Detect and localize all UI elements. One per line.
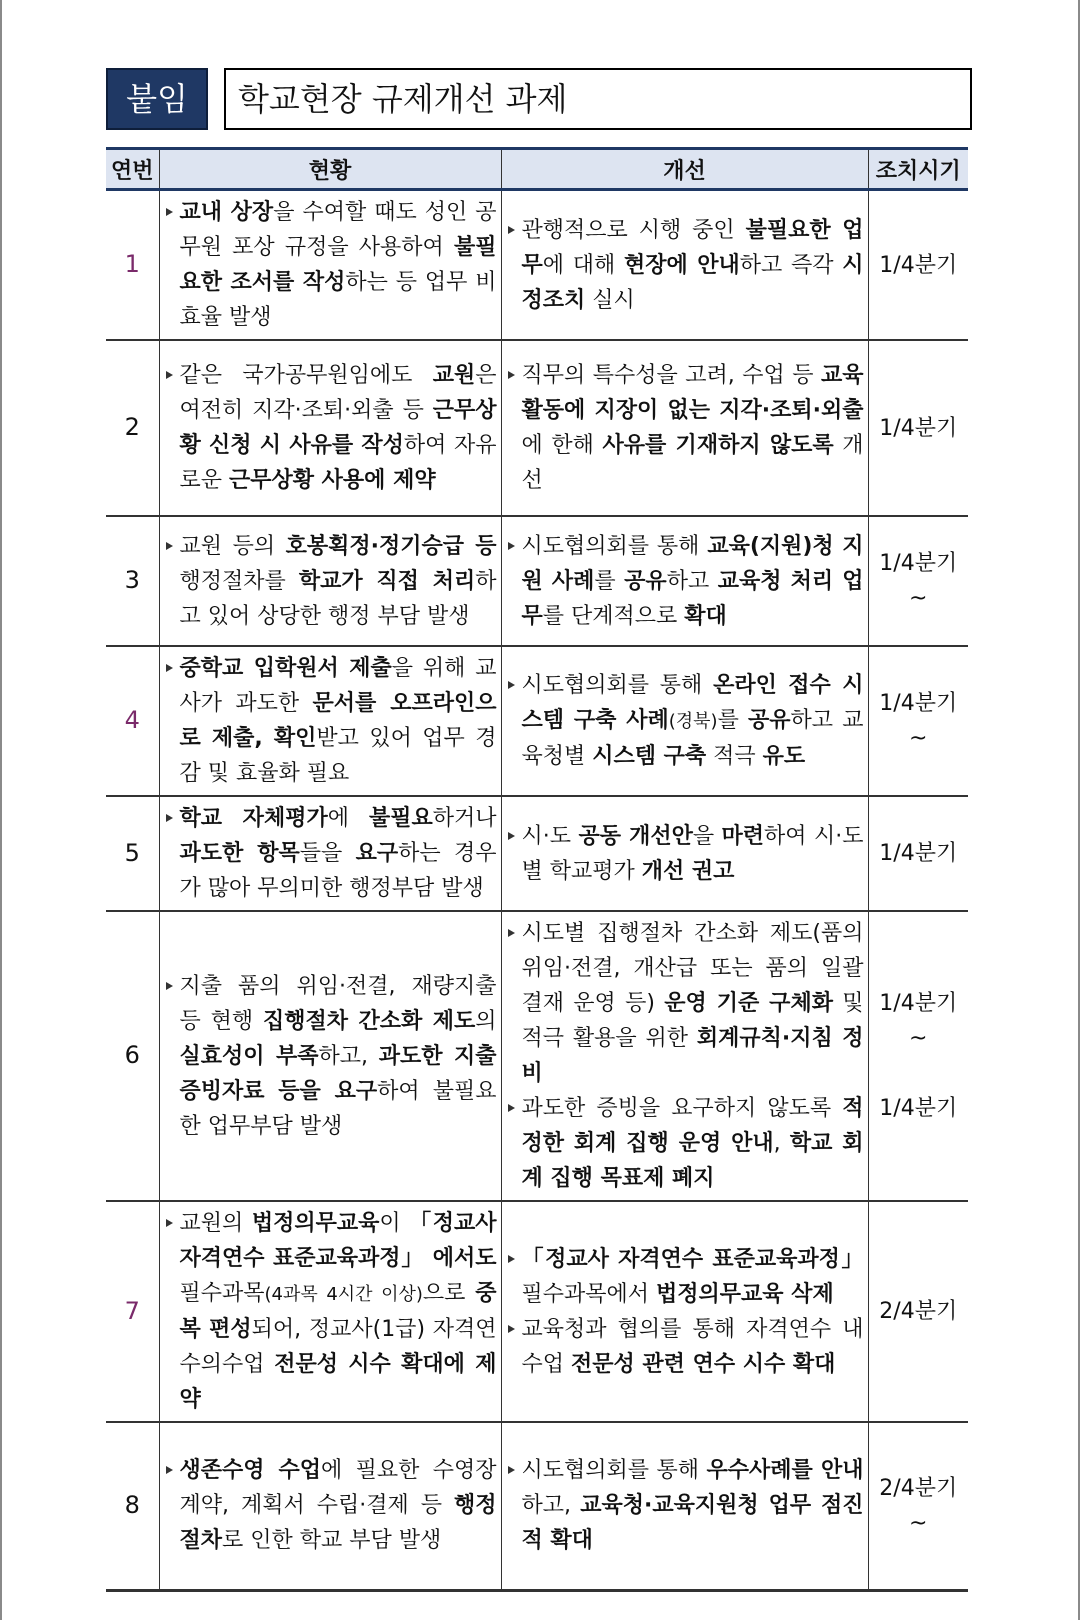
timing-cell: [868, 796, 968, 911]
status-cell: [159, 911, 501, 1201]
status-bullet: 중학교 입학원서 제출을 위해 교사가 과도한 문서를 오프라인으로 제출, 확인받고 있어 업무 경감 및 효율화 필요: [166, 651, 497, 791]
row-number: 7: [124, 1296, 140, 1325]
row-number: 1: [124, 250, 140, 278]
timing-text: 1/4분기: [879, 691, 958, 716]
emphasis-text: 학교 자체평가: [179, 806, 328, 831]
emphasis-text: 과도한 항목: [179, 841, 300, 866]
emphasis-text: 회계규칙·지침 정비: [521, 1026, 864, 1086]
page-title: 학교현장 규제개선 과제: [224, 68, 972, 130]
improvement-cell: [501, 1201, 868, 1422]
emphasis-text: 행정절차: [179, 1493, 497, 1554]
emphasis-text: 전문성 관련 연수 시수 확대: [571, 1351, 836, 1377]
emphasis-text: 시정조치: [521, 252, 864, 313]
emphasis-text: 문서를 오프라인으로 제출, 확인: [179, 691, 497, 751]
table-row: [106, 911, 968, 1201]
improvement-cell: [501, 516, 868, 646]
timing-cell: [868, 516, 968, 646]
status-cell: [159, 1422, 501, 1590]
improvement-bullet: 시도별 집행절차 간소화 제도(품의 위임·전결, 개산급 또는 품의 일괄 결재 운영 등) 운영 기준 구체화 및 적극 활용을 위한 회계규칙·지침 정비: [508, 916, 864, 1091]
improvement-bullet: 교육청과 협의를 통해 자격연수 내 수업 전문성 관련 연수 시수 확대: [508, 1312, 864, 1382]
emphasis-text: 적정한 회계 집행 운영 안내: [521, 1096, 864, 1156]
status-bullet: 생존수영 수업에 필요한 수영장 계약, 계획서 수립·결제 등 행정절차로 인한 학교 부담 발생: [166, 1453, 497, 1558]
improvement-bullet: 시도협의회를 통해 교육(지원)청 지원 사례를 공유하고 교육청 처리 업무를 단계적으로 확대: [508, 529, 864, 634]
timing-cell: [868, 911, 968, 1201]
table-row: [106, 1422, 968, 1590]
timing-text: 2/4분기: [879, 1475, 958, 1501]
emphasis-text: 교원: [432, 363, 476, 388]
timing-text: 1/4분기: [879, 841, 958, 866]
emphasis-text: 온라인 접수 시스템 구축 사례: [521, 673, 864, 733]
header-status: 현황: [159, 149, 501, 190]
emphasis-text: 요구: [355, 841, 399, 866]
emphasis-text: 마련: [721, 823, 765, 849]
timing-cell: [868, 340, 968, 516]
improvement-cell: [501, 190, 868, 341]
emphasis-text: 「정교사 자격연수 표준교육과정」 에서도: [179, 1211, 497, 1271]
emphasis-text: 근무상황 사용에 제약: [229, 468, 436, 493]
timing-text: 1/4분기: [879, 991, 958, 1016]
timing-text: ~: [909, 1026, 928, 1051]
improvement-bullet: 시도협의회를 통해 우수사례를 안내하고, 교육청·교육지원청 업무 점진적 확대: [508, 1453, 864, 1558]
emphasis-text: 교육청·교육지원청 업무 점진적 확대: [521, 1493, 864, 1554]
left-frame-line: [0, 0, 2, 1620]
table-row: [106, 646, 968, 796]
small-note: (경북): [668, 711, 718, 732]
emphasis-text: 공동 개선안: [578, 823, 693, 849]
improvement-bullet: 관행적으로 시행 중인 불필요한 업무에 대해 현장에 안내하고 즉각 시정조치 실시: [508, 213, 864, 318]
emphasis-text: 현장에 안내: [624, 252, 740, 278]
row-number: 8: [124, 1490, 140, 1519]
improvement-bullet: 「정교사 자격연수 표준교육과정」 필수과목에서 법정의무교육 삭제: [508, 1242, 864, 1312]
emphasis-text: 과도한 지출 증빙자료 등을 요구: [179, 1043, 497, 1104]
emphasis-text: 교육청 처리 업무: [521, 568, 864, 629]
emphasis-text: 불필요한 조서를 작성: [179, 235, 497, 295]
emphasis-text: 교육(지원)청 지원 사례: [521, 533, 864, 594]
table-row: [106, 190, 968, 341]
timing-cell: [868, 190, 968, 341]
row-number: 4: [124, 706, 140, 734]
improvement-cell: [501, 1422, 868, 1590]
header-number: 연번: [106, 149, 159, 190]
row-number-cell: [106, 190, 159, 341]
regulation-table: [106, 147, 968, 1592]
emphasis-text: 시스템 구축: [592, 744, 707, 769]
timing-text: 2/4분기: [879, 1299, 958, 1324]
emphasis-text: 개선 권고: [641, 858, 735, 884]
improvement-bullet: 시·도 공동 개선안을 마련하여 시·도별 학교평가 개선 권고: [508, 819, 864, 889]
status-cell: [159, 516, 501, 646]
emphasis-text: 생존수영 수업: [179, 1458, 322, 1484]
emphasis-text: 집행절차 간소화 제도: [262, 1008, 476, 1034]
status-cell: [159, 340, 501, 516]
status-cell: [159, 1201, 501, 1422]
header-improvement: 개선: [501, 149, 868, 190]
row-number: 6: [124, 1041, 140, 1069]
header-timing: 조치시기: [868, 149, 968, 190]
emphasis-text: 유도: [762, 744, 806, 769]
emphasis-text: 불필요: [368, 806, 433, 831]
emphasis-text: 교육활동에 지장이 없는 지각·조퇴·외출: [521, 363, 864, 423]
emphasis-text: 확대: [684, 603, 727, 629]
row-number: 5: [124, 838, 140, 867]
emphasis-text: 중학교 입학원서 제출: [179, 656, 392, 681]
emphasis-text: 불필요한 업무: [521, 217, 864, 278]
emphasis-text: 학교가 직접 처리: [298, 568, 476, 594]
table-header-row: [106, 149, 968, 190]
timing-text: 1/4분기: [879, 1096, 958, 1121]
small-note: (4과목 4시간 이상): [264, 1284, 423, 1305]
row-number: 2: [124, 413, 140, 441]
status-bullet: 지출 품의 위임·전결, 재량지출 등 현행 집행절차 간소화 제도의 실효성이 부족하고, 과도한 지출 증빙자료 등을 요구하여 불필요한 업무부담 발생: [166, 969, 497, 1144]
improvement-cell: [501, 646, 868, 796]
row-number-cell: [106, 911, 159, 1201]
timing-cell: [868, 1422, 968, 1590]
improvement-cell: [501, 340, 868, 516]
row-number-cell: [106, 340, 159, 516]
status-cell: [159, 796, 501, 911]
timing-cell: [868, 646, 968, 796]
timing-text: 1/4분기: [879, 551, 958, 576]
table-row: [106, 340, 968, 516]
emphasis-text: 운영 기준 구체화: [664, 991, 833, 1016]
row-number-cell: [106, 516, 159, 646]
table-row: [106, 1201, 968, 1422]
emphasis-text: 교내 상장: [179, 200, 274, 225]
timing-text: ~: [909, 1510, 928, 1536]
status-bullet: 교내 상장을 수여할 때도 성인 공무원 포상 규정을 사용하여 불필요한 조서를 작성하는 등 업무 비효율 발생: [166, 195, 497, 335]
emphasis-text: 근무상황 신청 시 사유를 작성: [179, 398, 497, 458]
row-number-cell: [106, 1422, 159, 1590]
row-number-cell: [106, 796, 159, 911]
timing-text: [869, 1056, 969, 1091]
timing-text: 1/4분기: [879, 415, 958, 441]
timing-text: ~: [909, 726, 928, 751]
status-bullet: 교원의 법정의무교육이 「정교사 자격연수 표준교육과정」 에서도 필수과목(4과목 4시간 이상)으로 중복 편성되어, 정교사(1급) 자격연수의수업 전문성 시수 확대에 제약: [166, 1206, 497, 1417]
status-bullet: 학교 자체평가에 불필요하거나 과도한 항목들을 요구하는 경우가 많아 무의미한 행정부담 발생: [166, 801, 497, 906]
improvement-cell: [501, 911, 868, 1201]
row-number-cell: [106, 646, 159, 796]
emphasis-text: 중복 편성: [179, 1281, 497, 1342]
improvement-bullet: 시도협의회를 통해 온라인 접수 시스템 구축 사례(경북)를 공유하고 교육청별 시스템 구축 적극 유도: [508, 668, 864, 774]
timing-text: ~: [909, 586, 928, 611]
emphasis-text: 「정교사 자격연수 표준교육과정」: [521, 1246, 864, 1272]
emphasis-text: 법정의무교육 삭제: [656, 1281, 834, 1307]
improvement-bullet: 과도한 증빙을 요구하지 않도록 적정한 회계 집행 운영 안내, 학교 회계 집행 목표제 폐지: [508, 1091, 864, 1196]
emphasis-text: 공유: [624, 568, 667, 594]
emphasis-text: 사유를 기재하지 않도록: [602, 433, 834, 458]
emphasis-text: 우수사례를 안내: [706, 1458, 864, 1484]
emphasis-text: 실효성이 부족: [179, 1043, 319, 1069]
timing-text: 1/4분기: [879, 252, 958, 278]
status-bullet: 교원 등의 호봉획정·정기승급 등 행정절차를 학교가 직접 처리하고 있어 상당한 행정 부담 발생: [166, 529, 497, 634]
timing-cell: [868, 1201, 968, 1422]
table-row: [106, 516, 968, 646]
improvement-bullet: 직무의 특수성을 고려, 수업 등 교육활동에 지장이 없는 지각·조퇴·외출에 한해 사유를 기재하지 않도록 개선: [508, 358, 864, 498]
status-cell: [159, 646, 501, 796]
table-row: [106, 796, 968, 911]
improvement-cell: [501, 796, 868, 911]
row-number: 3: [124, 566, 140, 594]
status-cell: [159, 190, 501, 341]
emphasis-text: 전문성 시수 확대에 제약: [179, 1352, 497, 1412]
emphasis-text: 공유: [748, 708, 791, 733]
emphasis-text: 호봉획정·정기승급 등: [285, 533, 497, 559]
emphasis-text: 법정의무교육: [251, 1211, 380, 1236]
title-row: [106, 68, 972, 132]
row-number-cell: [106, 1201, 159, 1422]
attachment-badge: 붙임: [106, 68, 208, 130]
emphasis-text: 학교 회계 집행 목표제 폐지: [521, 1131, 864, 1191]
status-bullet: 같은 국가공무원임에도 교원은 여전히 지각·조퇴·외출 등 근무상황 신청 시 사유를 작성하여 자유로운 근무상황 사용에 제약: [166, 358, 497, 498]
